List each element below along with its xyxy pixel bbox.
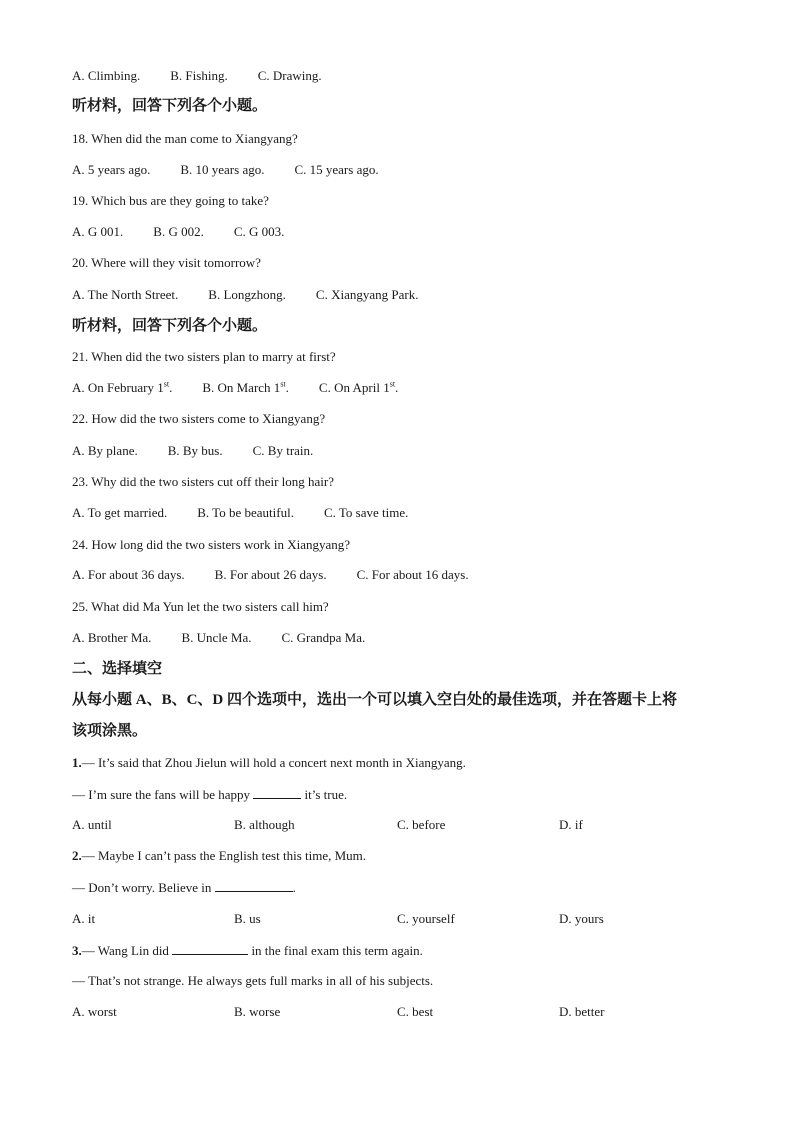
mc3-number: 3.: [72, 943, 82, 958]
mc2-option-c: C. yourself: [397, 911, 455, 926]
q23-options: [72, 505, 408, 521]
q25-options: [72, 630, 365, 646]
mc2-number: 2.: [72, 848, 82, 863]
mc3-line1: [72, 942, 423, 959]
mc1-number: 1.: [72, 755, 82, 770]
q19-option-b: B. G 002.: [153, 224, 204, 239]
mc3-option-b: B. worse: [234, 1004, 281, 1019]
mc1-option-b: B. although: [234, 817, 295, 832]
q22-option-c: C. By train.: [252, 443, 314, 458]
mc2-response-before: — Don’t worry. Believe in: [72, 880, 215, 895]
q19-option-c: C. G 003.: [233, 224, 285, 239]
mc1-option-a: A. until: [72, 817, 112, 832]
q17-option-c: C. Drawing.: [257, 68, 322, 83]
mc3-option-d: D. better: [559, 1004, 605, 1019]
q25-option-c: C. Grandpa Ma.: [281, 630, 366, 645]
q19-stem: 19. Which bus are they going to take?: [72, 193, 269, 208]
mc3-option-a: A. worst: [72, 1004, 117, 1019]
mc1-line1: [72, 755, 466, 771]
q19-option-a: A. G 001.: [72, 224, 124, 239]
q18-option-c: C. 15 years ago.: [294, 162, 379, 177]
q21-options: [72, 380, 398, 396]
q20-option-a: A. The North Street.: [72, 287, 179, 302]
q23-option-a: A. To get married.: [72, 505, 168, 520]
mc2-option-a: A. it: [72, 911, 96, 926]
listening-instruction-1: 听材料，回答下列各个小题。: [72, 98, 268, 114]
mc2-line1: [72, 848, 366, 864]
q18-stem: 18. When did the man come to Xiangyang?: [72, 131, 298, 146]
q24-stem: 24. How long did the two sisters work in Xiangyang?: [72, 537, 351, 552]
mc2-option-d: D. yours: [559, 911, 604, 926]
mc2-response-after: .: [292, 880, 296, 895]
mc3-prompt-after: in the final exam this term again.: [248, 943, 423, 958]
q18-option-b: B. 10 years ago.: [180, 162, 265, 177]
q18-options: [72, 162, 379, 178]
section2-title: 二、选择填空: [72, 661, 163, 677]
section2-instruction-line1: 从每小题 A、B、C、D 四个选项中，选出一个可以填入空白处的最佳选项，并在答题卡上将: [72, 692, 678, 708]
listening-instruction-2: 听材料，回答下列各个小题。: [72, 318, 268, 334]
q24-option-c: C. For about 16 days.: [356, 567, 469, 582]
mc3-line2: — That’s not strange. He always gets full marks in all of his subjects.: [72, 973, 434, 988]
q17-option-b: B. Fishing.: [170, 68, 228, 83]
q23-stem: 23. Why did the two sisters cut off their long hair?: [72, 474, 334, 489]
q22-option-a: A. By plane.: [72, 443, 138, 458]
mc1-response-before: — I’m sure the fans will be happy: [72, 787, 254, 802]
q20-option-c: C. Xiangyang Park.: [315, 287, 419, 302]
q17-option-a: A. Climbing.: [72, 68, 141, 83]
q22-option-b: B. By bus.: [167, 443, 223, 458]
q23-option-c: C. To save time.: [323, 505, 409, 520]
q22-stem: 22. How did the two sisters come to Xiangyang?: [72, 411, 326, 426]
q20-option-b: B. Longzhong.: [208, 287, 286, 302]
q25-stem: 25. What did Ma Yun let the two sisters call him?: [72, 599, 329, 614]
q24-options: [72, 567, 469, 583]
mc2-blank: [215, 879, 293, 892]
mc2-prompt: — Maybe I can’t pass the English test this time, Mum.: [81, 848, 367, 863]
q18-option-a: A. 5 years ago.: [72, 162, 151, 177]
q17-options: [72, 68, 322, 84]
q21-stem: 21. When did the two sisters plan to marry at first?: [72, 349, 336, 364]
q24-option-b: B. For about 26 days.: [214, 567, 327, 582]
mc1-blank: [253, 786, 301, 799]
mc1-line2: [72, 786, 347, 803]
q25-option-b: B. Uncle Ma.: [181, 630, 252, 645]
mc1-option-d: D. if: [559, 817, 583, 832]
q20-options: [72, 287, 418, 303]
section2-instruction-line2: 该项涂黑。: [72, 723, 148, 739]
q24-option-a: A. For about 36 days.: [72, 567, 185, 582]
q19-options: [72, 224, 284, 240]
mc1-response-after: it’s true.: [301, 787, 348, 802]
q21-option-b: B. On March 1st.: [202, 379, 289, 395]
mc3-prompt-before: — Wang Lin did: [81, 943, 173, 958]
mc3-blank: [172, 942, 248, 955]
mc3-option-c: C. best: [397, 1004, 434, 1019]
mc2-option-b: B. us: [234, 911, 261, 926]
q20-stem: 20. Where will they visit tomorrow?: [72, 255, 261, 270]
q21-option-c: C. On April 1st.: [318, 379, 399, 395]
mc1-option-c: C. before: [397, 817, 446, 832]
mc2-line2: [72, 879, 296, 896]
mc1-prompt: — It’s said that Zhou Jielun will hold a concert next month in Xiangyang.: [81, 755, 466, 770]
q22-options: [72, 443, 313, 459]
q21-option-a: A. On February 1st.: [72, 379, 173, 395]
q25-option-a: A. Brother Ma.: [72, 630, 152, 645]
q23-option-b: B. To be beautiful.: [197, 505, 294, 520]
